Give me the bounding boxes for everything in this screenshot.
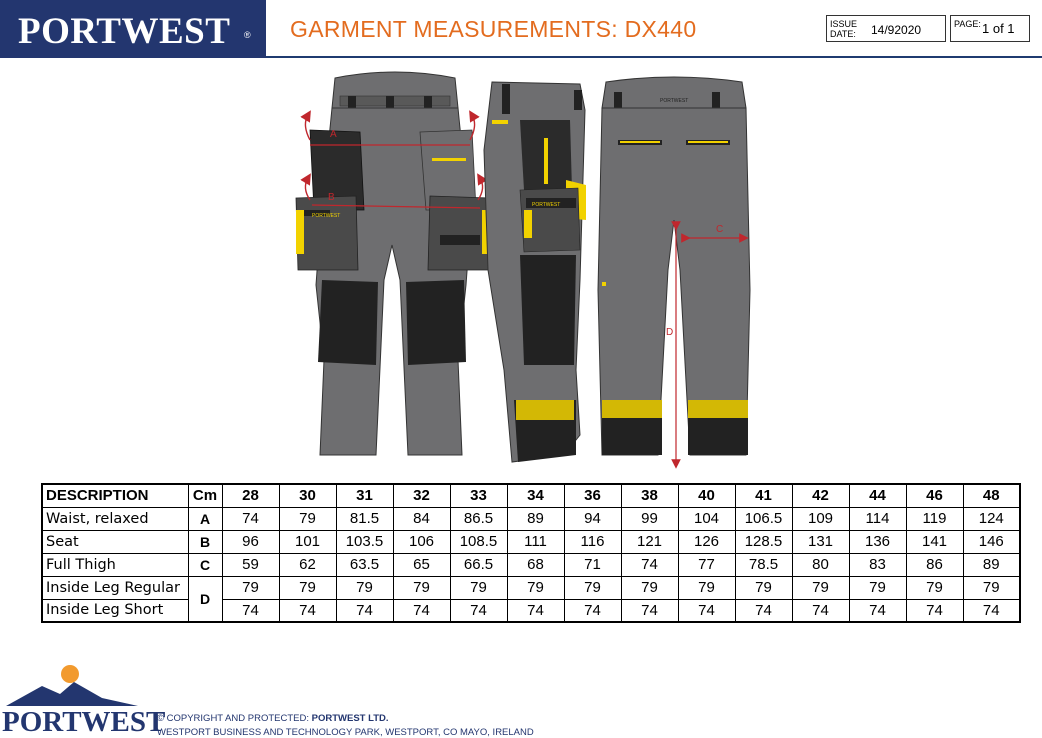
header-size: 32 — [393, 484, 450, 507]
table-cell: 121 — [621, 530, 678, 553]
brand-logo — [0, 0, 266, 58]
table-cell: 74 — [849, 599, 906, 622]
table-cell: 79 — [393, 576, 450, 599]
table-cell: 74 — [906, 599, 963, 622]
label-b: B — [328, 192, 335, 203]
table-cell: 74 — [336, 599, 393, 622]
table-cell: 79 — [222, 576, 279, 599]
table-row — [42, 507, 1020, 530]
table-cell: 126 — [678, 530, 735, 553]
table-cell: 74 — [279, 599, 336, 622]
table-cell: 74 — [792, 599, 849, 622]
issue-date-value: 14/92020 — [871, 23, 922, 37]
table-cell: 128.5 — [735, 530, 792, 553]
footer-brand: PORTWEST — [2, 706, 166, 738]
badge-front: PORTWEST — [312, 213, 341, 219]
row-code: B — [188, 530, 222, 553]
table-cell: 79 — [279, 507, 336, 530]
table-cell: 114 — [849, 507, 906, 530]
row-code: A — [188, 507, 222, 530]
table-cell: 141 — [906, 530, 963, 553]
back-view — [598, 77, 750, 464]
header-size: 46 — [906, 484, 963, 507]
table-cell: 74 — [735, 599, 792, 622]
header-size: 31 — [336, 484, 393, 507]
table-cell: 79 — [450, 576, 507, 599]
table-header-row — [42, 484, 1020, 507]
table-cell: 66.5 — [450, 553, 507, 576]
header-size: 36 — [564, 484, 621, 507]
table-cell: 81.5 — [336, 507, 393, 530]
table-cell: 74 — [621, 599, 678, 622]
table-cell: 74 — [222, 599, 279, 622]
svg-text:PORTWEST: PORTWEST — [660, 98, 689, 104]
table-cell: 99 — [621, 507, 678, 530]
row-description: Seat — [42, 530, 188, 553]
table-cell: 74 — [393, 599, 450, 622]
document-title: GARMENT MEASUREMENTS: DX440 — [290, 16, 697, 42]
header-size: 40 — [678, 484, 735, 507]
table-cell: 74 — [621, 553, 678, 576]
header-size: 28 — [222, 484, 279, 507]
header — [0, 0, 1042, 58]
header-unit: Cm — [188, 484, 222, 507]
issue-date-label: ISSUE DATE: — [830, 19, 858, 39]
measurement-table — [41, 483, 1021, 623]
table-cell: 124 — [963, 507, 1020, 530]
table-cell: 71 — [564, 553, 621, 576]
label-d: D — [666, 327, 674, 338]
table-cell: 59 — [222, 553, 279, 576]
table-cell: 119 — [906, 507, 963, 530]
table-row — [42, 553, 1020, 576]
table-cell: 131 — [792, 530, 849, 553]
table-cell: 79 — [906, 576, 963, 599]
table-cell: 84 — [393, 507, 450, 530]
table-cell: 79 — [678, 576, 735, 599]
table-cell: 86.5 — [450, 507, 507, 530]
header-size: 33 — [450, 484, 507, 507]
header-description: DESCRIPTION — [42, 484, 188, 507]
footer-address: WESTPORT BUSINESS AND TECHNOLOGY PARK, WESTPORT, CO MAYO, IRELAND — [157, 727, 534, 738]
table-row — [42, 530, 1020, 553]
table-cell: 74 — [564, 599, 621, 622]
table-cell: 106.5 — [735, 507, 792, 530]
row-description: Full Thigh — [42, 553, 188, 576]
page-box — [950, 15, 1030, 42]
table-cell: 79 — [279, 576, 336, 599]
table-cell: 79 — [564, 576, 621, 599]
table-cell: 79 — [735, 576, 792, 599]
badge-side: PORTWEST — [532, 202, 561, 208]
table-cell: 74 — [222, 507, 279, 530]
row-code: D — [188, 576, 222, 622]
table-cell: 62 — [279, 553, 336, 576]
table-cell: 116 — [564, 530, 621, 553]
side-view — [484, 82, 586, 462]
table-cell: 111 — [507, 530, 564, 553]
row-description: Waist, relaxed — [42, 507, 188, 530]
row-description: Inside Leg Short — [42, 599, 188, 622]
footer-copyright — [157, 713, 389, 724]
front-view — [296, 72, 490, 455]
table-cell: 86 — [906, 553, 963, 576]
table-cell: 77 — [678, 553, 735, 576]
table-cell: 68 — [507, 553, 564, 576]
table-cell: 74 — [507, 599, 564, 622]
label-a: A — [330, 129, 337, 140]
table-cell: 79 — [963, 576, 1020, 599]
header-size: 30 — [279, 484, 336, 507]
label-c: C — [716, 224, 724, 235]
header-size: 48 — [963, 484, 1020, 507]
table-cell: 109 — [792, 507, 849, 530]
table-row — [42, 576, 1020, 599]
table-cell: 96 — [222, 530, 279, 553]
copyright-prefix: © COPYRIGHT AND PROTECTED: — [157, 713, 312, 724]
table-cell: 74 — [678, 599, 735, 622]
copyright-company: PORTWEST LTD. — [311, 713, 389, 724]
table-cell: 74 — [450, 599, 507, 622]
header-size: 38 — [621, 484, 678, 507]
header-size: 34 — [507, 484, 564, 507]
header-size: 41 — [735, 484, 792, 507]
table-cell: 74 — [963, 599, 1020, 622]
table-cell: 79 — [792, 576, 849, 599]
table-cell: 89 — [507, 507, 564, 530]
table-cell: 94 — [564, 507, 621, 530]
table-cell: 79 — [849, 576, 906, 599]
table-cell: 89 — [963, 553, 1020, 576]
table-cell: 101 — [279, 530, 336, 553]
table-cell: 79 — [336, 576, 393, 599]
table-cell: 80 — [792, 553, 849, 576]
page-value: 1 of 1 — [982, 21, 1015, 36]
registered-mark: ® — [244, 30, 251, 40]
table-cell: 146 — [963, 530, 1020, 553]
table-cell: 103.5 — [336, 530, 393, 553]
table-cell: 136 — [849, 530, 906, 553]
table-cell: 79 — [621, 576, 678, 599]
brand-name: PORTWEST — [18, 11, 231, 52]
table-cell: 83 — [849, 553, 906, 576]
row-code: C — [188, 553, 222, 576]
header-size: 44 — [849, 484, 906, 507]
row-description: Inside Leg Regular — [42, 576, 188, 599]
issue-date-box — [826, 15, 946, 42]
table-cell: 106 — [393, 530, 450, 553]
table-cell: 78.5 — [735, 553, 792, 576]
table-cell: 108.5 — [450, 530, 507, 553]
garment-drawings — [280, 70, 760, 470]
table-cell: 63.5 — [336, 553, 393, 576]
page-label: PAGE: — [954, 19, 981, 29]
table-cell: 79 — [507, 576, 564, 599]
header-size: 42 — [792, 484, 849, 507]
table-cell: 104 — [678, 507, 735, 530]
table-cell: 65 — [393, 553, 450, 576]
